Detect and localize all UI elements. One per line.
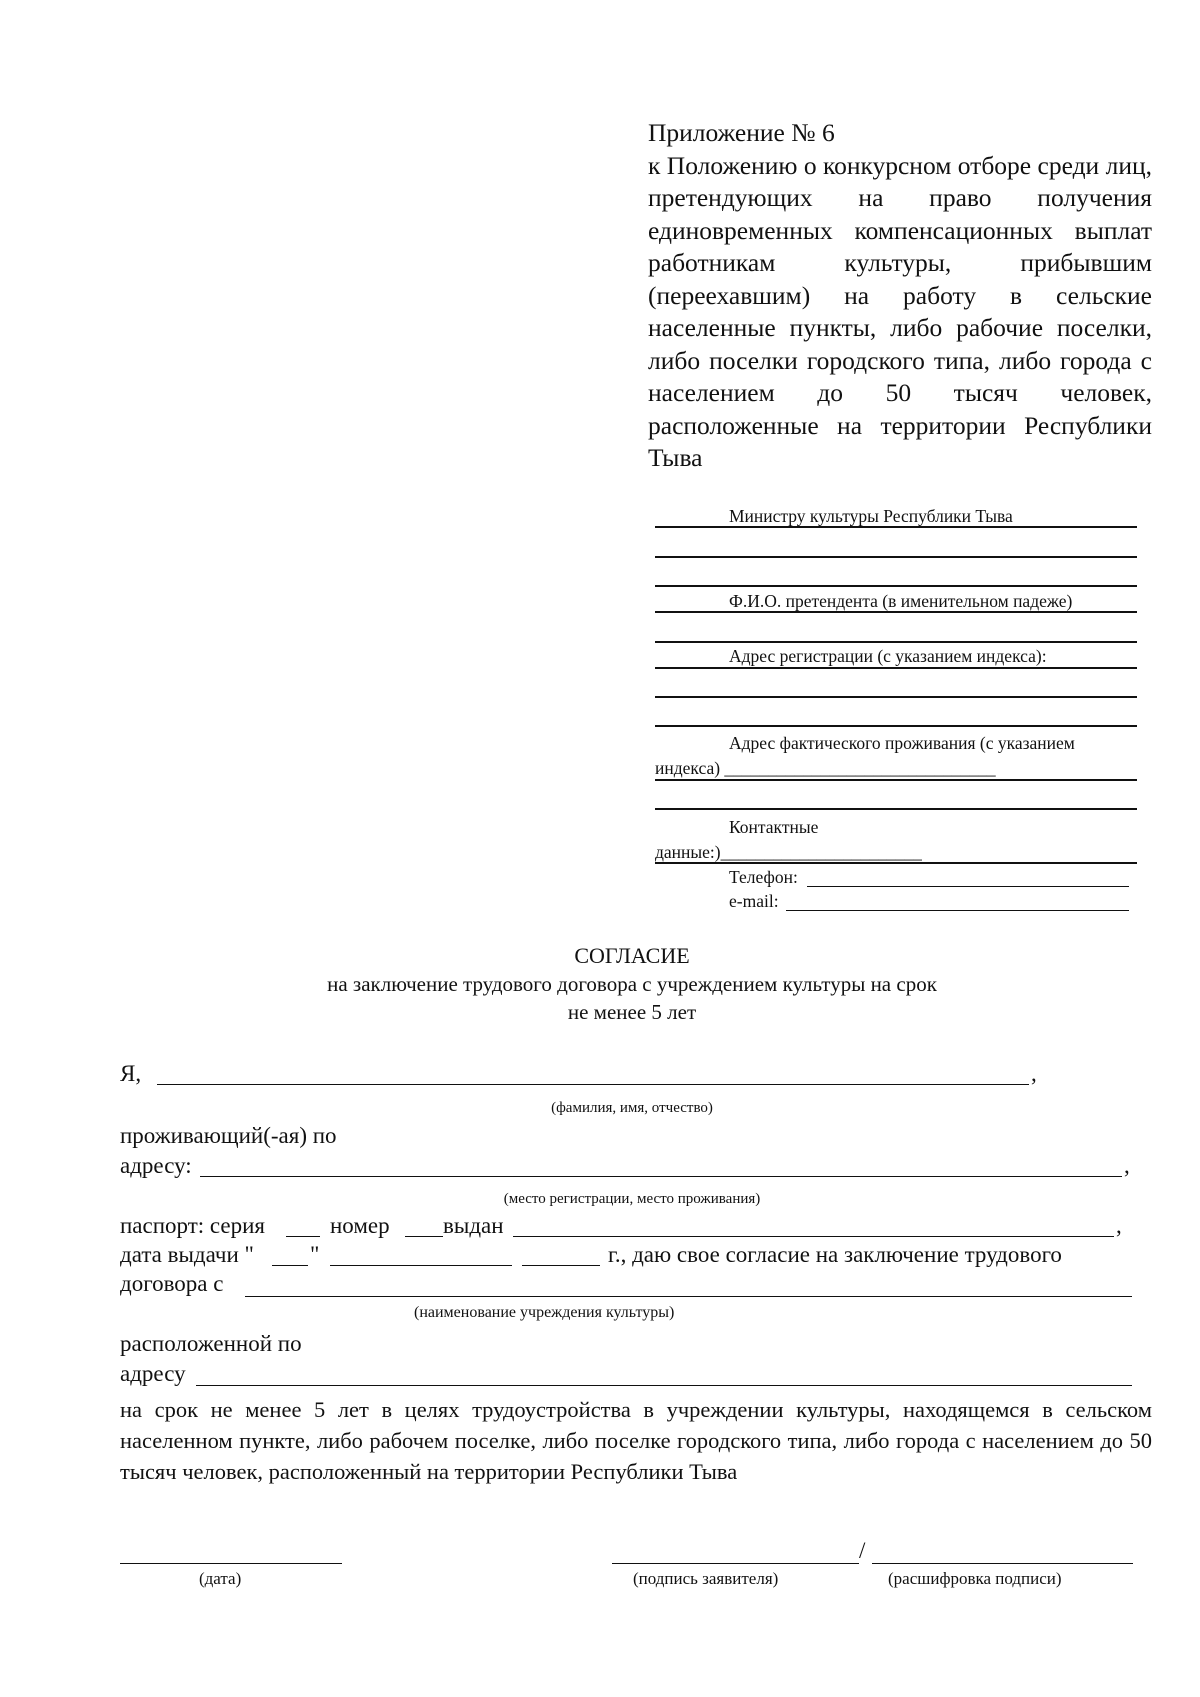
issue-date-label: дата выдачи " <box>120 1242 254 1267</box>
fio-hint: (фамилия, имя, отчество) <box>551 1100 713 1116</box>
reg-address-line[interactable] <box>655 667 1137 669</box>
appendix-block <box>648 117 1152 475</box>
document-subtitle-1: на заключение трудового договора с учреждением культуры на срок <box>327 972 937 996</box>
fio-comma: , <box>1031 1061 1037 1086</box>
appendix-title: Приложение № 6 <box>648 118 835 147</box>
email-field[interactable] <box>786 910 1129 911</box>
institution-input-line[interactable] <box>245 1296 1132 1297</box>
contract-with-label: договора с <box>120 1271 224 1296</box>
signature-hint: (подпись заявителя) <box>633 1569 779 1588</box>
minister-line[interactable] <box>655 526 1137 528</box>
fio-line-2[interactable] <box>655 641 1137 643</box>
actual-address-label: Адрес фактического проживания (с указанием <box>729 733 1075 753</box>
passport-number-label: номер <box>330 1213 390 1238</box>
fio-line[interactable] <box>655 611 1137 613</box>
i-label: Я, <box>120 1061 142 1086</box>
living-label: проживающий(-ая) по <box>120 1123 337 1148</box>
date-hint: (дата) <box>199 1569 242 1588</box>
signature-slash: / <box>859 1538 866 1563</box>
address-comma: , <box>1124 1153 1130 1178</box>
blank-line-1[interactable] <box>655 556 1137 558</box>
address-label: адресу: <box>120 1153 192 1178</box>
contacts-line[interactable] <box>655 862 1137 864</box>
consent-paragraph: на срок не менее 5 лет в целях трудоустройства в учреждении культуры, находящемся в сельском населенном пункте, либо рабочем поселке, либо поселке городского типа, либо города с населением до 50 тысяч человек, расположенный на территории Республики Тыва <box>120 1397 1152 1484</box>
appendix-body: к Положению о конкурсном отборе среди лиц, претендующих на право получения единовременных компенсационных выплат работникам культуры, прибывшим (переехавшим) на работу в сельские населенные пункты, либо рабочие поселки, либо поселки городского типа, либо города с населением до 50 тысяч человек, расположенные на территории Республики Тыва <box>648 150 1152 472</box>
passport-series-field[interactable] <box>286 1236 320 1237</box>
reg-address-line-2[interactable] <box>655 696 1137 698</box>
phone-field[interactable] <box>807 886 1129 887</box>
minister-label: Министру культуры Республики Тыва <box>729 506 1013 526</box>
actual-address-index-label: индекса) _______________________________ <box>655 758 996 778</box>
signature-decode-line[interactable] <box>872 1563 1133 1564</box>
document-subtitle-2: не менее 5 лет <box>567 1000 697 1024</box>
email-label: e-mail: <box>729 891 779 911</box>
contacts-data-label: данные:)_______________________ <box>655 842 922 862</box>
address-input-line[interactable] <box>200 1176 1122 1177</box>
decode-hint: (расшифровка подписи) <box>888 1569 1062 1588</box>
actual-address-line[interactable] <box>655 779 1137 781</box>
institution-hint: (наименование учреждения культуры) <box>414 1304 675 1321</box>
issue-date-quote: " <box>310 1242 320 1267</box>
reg-address-label: Адрес регистрации (с указанием индекса): <box>729 646 1047 666</box>
passport-issued-field[interactable] <box>513 1236 1114 1237</box>
blank-line-2[interactable] <box>655 585 1137 587</box>
document-title: СОГЛАСИЕ <box>574 943 690 968</box>
consent-text: г., даю свое согласие на заключение трудового <box>608 1242 1062 1267</box>
passport-series-label: паспорт: серия <box>120 1213 266 1238</box>
located-address-input-line[interactable] <box>196 1385 1132 1386</box>
contacts-label: Контактные <box>729 817 819 837</box>
phone-label: Телефон: <box>729 867 798 887</box>
located-address-label: адресу <box>120 1361 186 1386</box>
address-hint: (место регистрации, место проживания) <box>503 1191 761 1207</box>
reg-address-line-3[interactable] <box>655 725 1137 727</box>
date-signature-line[interactable] <box>120 1563 342 1564</box>
passport-number-field[interactable] <box>405 1236 443 1237</box>
issue-day-field[interactable] <box>272 1265 308 1266</box>
fio-input-line[interactable] <box>157 1084 1029 1085</box>
applicant-signature-line[interactable] <box>612 1563 859 1564</box>
issue-month-field[interactable] <box>330 1265 512 1266</box>
passport-issued-label: выдан <box>443 1213 504 1238</box>
actual-address-line-2[interactable] <box>655 808 1137 810</box>
passport-comma: , <box>1116 1213 1122 1238</box>
issue-year-field[interactable] <box>522 1265 600 1266</box>
fio-label: Ф.И.О. претендента (в именительном падеже) <box>729 591 1073 611</box>
located-label: расположенной по <box>120 1331 302 1356</box>
